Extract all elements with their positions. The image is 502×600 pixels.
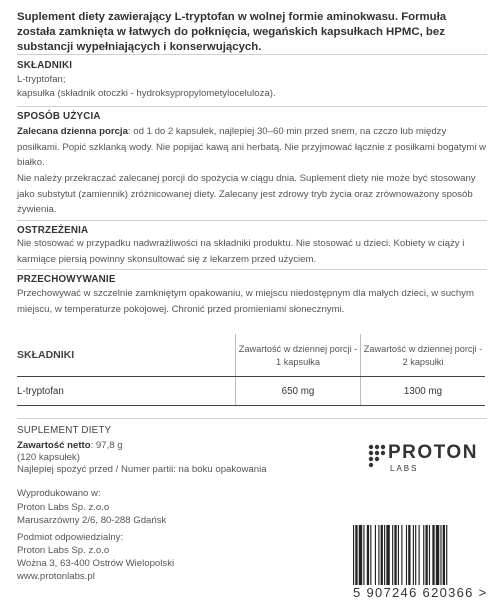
barcode-bar xyxy=(398,525,399,585)
table-cell-ingredient: L-tryptofan xyxy=(17,377,236,406)
barcode-bar xyxy=(429,525,430,585)
responsible-address: Wożna 3, 63-400 Ostrów Wielopolski xyxy=(17,558,175,569)
barcode-bar xyxy=(384,525,385,585)
producer-name: Proton Labs Sp. z.o.o xyxy=(17,502,110,513)
table-header-1-capsule: Zawartość w dziennej porcji - 1 kapsułka xyxy=(236,334,361,377)
barcode-bar xyxy=(408,525,410,585)
storage-heading: PRZECHOWYWANIE xyxy=(17,274,116,285)
table-header-row xyxy=(17,334,485,377)
product-type: SUPLEMENT DIETY xyxy=(17,425,112,436)
barcode-bar xyxy=(446,525,447,585)
brand-name: PROTON xyxy=(388,442,478,463)
responsible-label: Podmiot odpowiedzialny: xyxy=(17,532,124,543)
ingredients-heading: SKŁADNIKI xyxy=(17,60,73,71)
producer-label: Wyprodukowano w: xyxy=(17,488,101,499)
barcode-bar xyxy=(432,525,434,585)
divider xyxy=(17,220,487,221)
barcode-bar xyxy=(367,525,369,585)
divider xyxy=(17,106,487,107)
usage-warning: Nie należy przekraczać zalecanej porcji do spożycia w ciągu dnia. Suplement diety nie może być stosowany jako substytut (zamiennik) zróżnicowanej diety. Zalecany jest zdrowy tryb życia oraz zrównoważony sposób żywienia. xyxy=(17,173,476,215)
barcode-bar xyxy=(375,525,376,585)
barcode-bar xyxy=(419,525,420,585)
producer-address: Marusarzówny 2/6, 80-288 Gdańsk xyxy=(17,515,167,526)
table-header-ingredients: SKŁADNIKI xyxy=(17,334,236,377)
brand-sub: LABS xyxy=(390,464,419,473)
barcode-bar xyxy=(355,525,357,585)
barcode-bar xyxy=(381,525,383,585)
best-before: Najlepiej spożyć przed / Numer partii: na boku opakowania xyxy=(17,464,267,475)
barcode-bar xyxy=(359,525,362,585)
barcode-bar xyxy=(436,525,439,585)
barcode xyxy=(351,525,491,585)
barcode-bar xyxy=(394,525,396,585)
barcode-bar xyxy=(423,525,424,585)
usage-heading: SPOSÓB UŻYCIA xyxy=(17,111,101,122)
product-intro: Suplement diety zawierający L-tryptofan w wolnej formie aminokwasu. Formuła została zamknięta w łatwych do połknięcia, wegańskich kapsułkach HPMC, bez substancji wypełniających i konserwujących. xyxy=(17,11,447,53)
barcode-bar xyxy=(386,525,389,585)
usage-body: : od 1 do 2 kapsułek, najlepiej 30–60 min przed snem, na czczo lub między posiłkami. Popić szklanką wody. Nie popijać kawą ani herbatą. Nie przyjmować łącznie z posiłkami bogatymi w białko. xyxy=(17,126,487,168)
barcode-bar xyxy=(392,525,393,585)
warnings-heading: OSTRZEŻENIA xyxy=(17,225,89,236)
barcode-bar xyxy=(406,525,407,585)
barcode-bar xyxy=(363,525,364,585)
ingredients-line-2: kapsułka (składnik otoczki - hydroksypropylometyloceluloza). xyxy=(17,88,276,99)
ingredients-line-1: L-tryptofan; xyxy=(17,74,66,85)
barcode-bar xyxy=(443,525,445,585)
divider xyxy=(17,54,487,55)
proton-dots-icon xyxy=(368,444,386,468)
barcode-bar xyxy=(425,525,427,585)
barcode-number: 5 907246 620366 > xyxy=(353,585,488,600)
barcode-bar xyxy=(370,525,371,585)
barcode-bar xyxy=(415,525,416,585)
barcode-bar xyxy=(440,525,441,585)
divider xyxy=(17,418,487,419)
barcode-bar xyxy=(353,525,354,585)
table-header-2-capsules: Zawartość w dziennej porcji - 2 kapsułki xyxy=(361,334,486,377)
usage-label: Zalecana dzienna porcja xyxy=(17,126,128,137)
table-cell-2-capsules: 1300 mg xyxy=(361,377,486,406)
capsule-count: (120 kapsułek) xyxy=(17,452,80,463)
usage-text xyxy=(17,124,487,171)
divider xyxy=(17,269,487,270)
table-row xyxy=(17,377,485,406)
website-link[interactable]: www.protonlabs.pl xyxy=(17,571,95,582)
proton-labs-logo xyxy=(368,442,488,492)
net-content-label: Zawartość netto xyxy=(17,440,91,451)
responsible-name: Proton Labs Sp. z.o.o xyxy=(17,545,110,556)
barcode-bar xyxy=(378,525,379,585)
warnings-text: Nie stosować w przypadku nadwrażliwości na składniki produktu. Nie stosować u dzieci. Kobiety w ciąży i karmiące piersią powinny skonsultować się z lekarzem przed użyciem. xyxy=(17,238,465,265)
net-content-value: : 97,8 g xyxy=(90,440,123,451)
barcode-bar xyxy=(413,525,414,585)
storage-text: Przechowywać w szczelnie zamkniętym opakowaniu, w miejscu niedostępnym dla małych dzieci, w suchym miejscu, w temperaturze pokojowej. Chronić przed promieniami słonecznymi. xyxy=(17,288,474,315)
barcode-bar xyxy=(401,525,402,585)
table-cell-1-capsule: 650 mg xyxy=(236,377,361,406)
nutrition-table xyxy=(17,334,485,406)
